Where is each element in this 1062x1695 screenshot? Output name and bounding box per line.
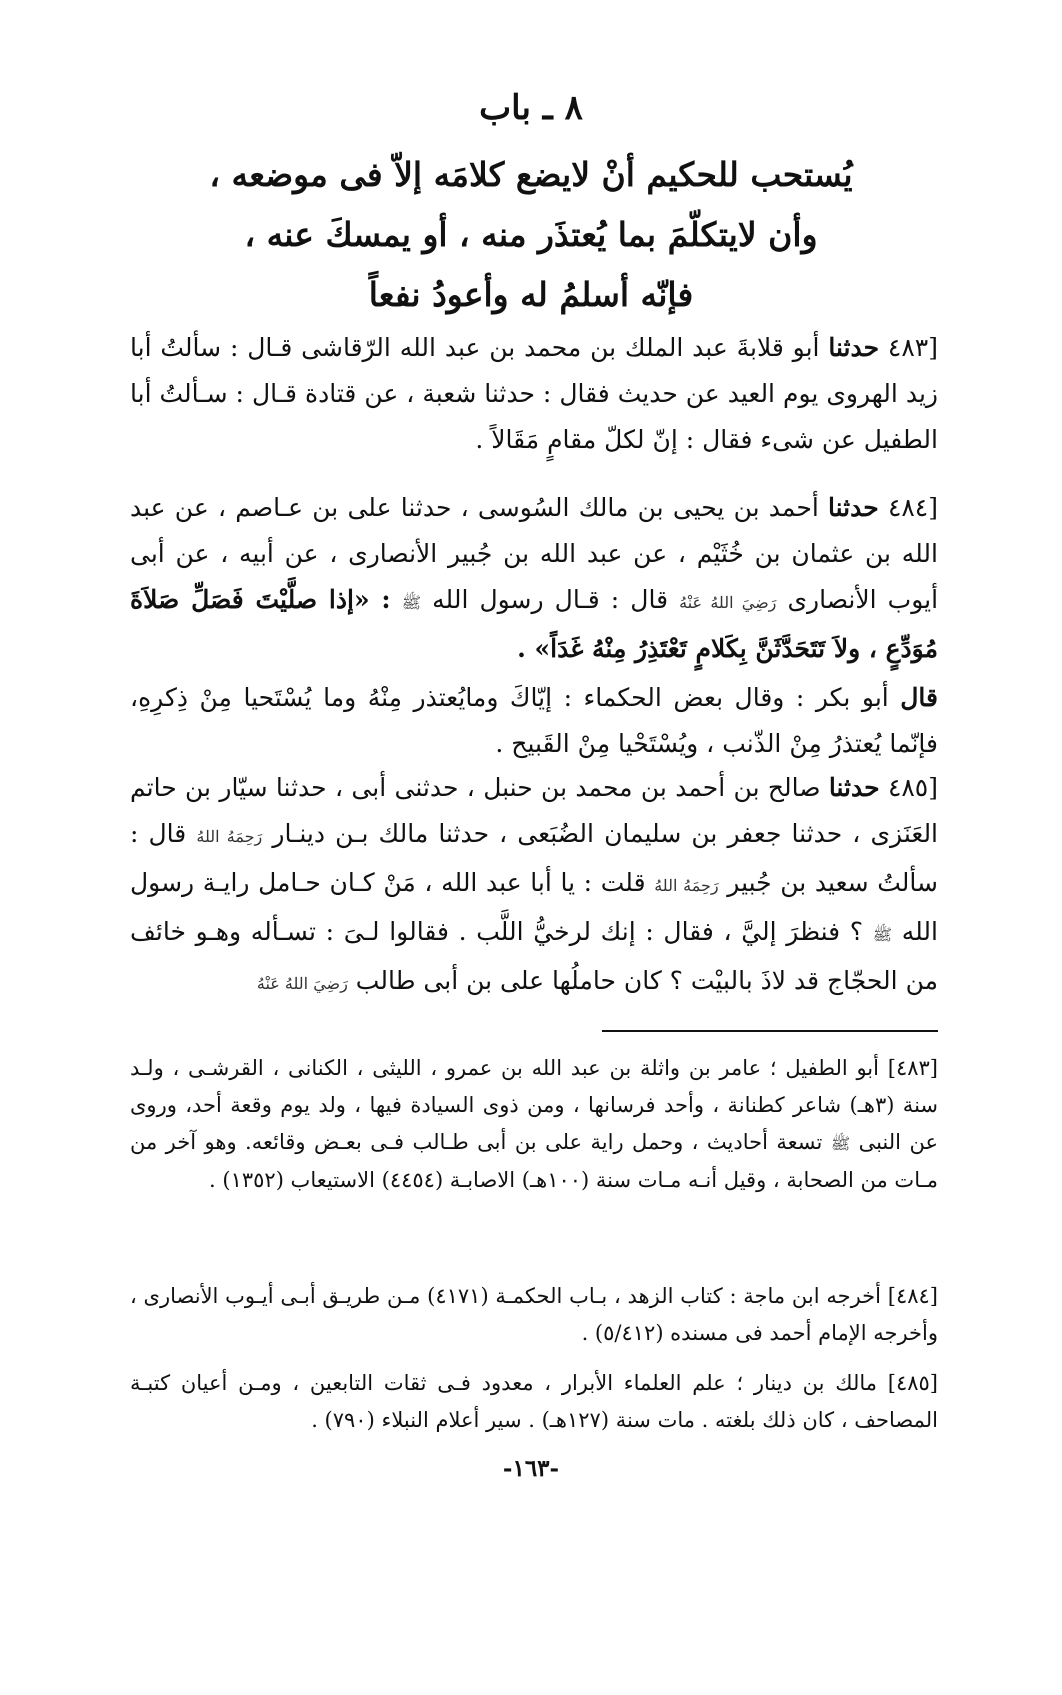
footnote-divider	[602, 1030, 938, 1032]
honorific-glyph: رَحِمَهُ اللهُ	[654, 876, 719, 895]
footnote-text-2: تسعة أحاديث ، وحمل راية على بن أبى طـالب فـى بعـض وقائعه. وهو آخر من مـات من الصحابة ، وقيل أنـه مـات سنة (١٠٠هـ) الاصابـة (٤٤٥٤) الاستيعاب (١٣٥٢) .	[130, 1130, 938, 1192]
commentary-text: أبو بكر : وقال بعض الحكماء : إيّاكَ ومايُعتذر مِنْهُ وما يُسْتَحيا مِنْ ذِكرِهِ، فإنّما يُعتذرُ مِنْ الذّنب ، ويُسْتَحْيا مِنْ القَبيح .	[130, 683, 938, 758]
footnote-text: أبو الطفيل ؛ عامر بن واثلة بن عبد الله بن عمرو ، الليثى ، الكنانى ، القرشـى ، ولـد سنة (٣هـ) شاعر كطنانة ، وأحد فرسانها ، ومن ذوى السيادة فيها ، ولد يوم وقعة أحد، وروى عن النبى	[130, 1056, 939, 1154]
chapter-heading: ٨ ـ باب	[479, 88, 583, 128]
footnote-number: [٤٨٣]	[887, 1056, 938, 1080]
hadith-number: [٤٨٥	[887, 773, 939, 802]
honorific-glyph: ﷺ	[872, 925, 893, 944]
hadith-483	[130, 325, 938, 463]
footnote-text: أخرجه ابن ماجة : كتاب الزهد ، بـاب الحكمـة (٤١٧١) مـن طريـق أبـى أيـوب الأنصارى ، وأخرجه الإمام أحمد فى مسنده (٥/٤١٢) .	[130, 1284, 938, 1345]
honorific-glyph: رَضِيَ اللهُ عَنْهُ	[256, 974, 348, 993]
footnote-484	[130, 1278, 938, 1352]
hadith-text: صالح بن أحمد بن محمد بن حنبل ، حدثنى أبى ، حدثنا سيّار بن حاتم العَنَزى ، حدثنا جعفر بن سليمان الضُبَعى ، حدثنا مالك بـن دينـار	[130, 773, 939, 848]
hadith-number: [٤٨٣	[887, 333, 938, 362]
hadith-text: أحمد بن يحيى بن مالك السُوسى ، حدثنا على بن عـاصم ، عن عبد الله بن عثمان بن خُثَيْم ، عن عبد الله بن جُبير الأنصارى ، عن أبيه ، عن أبى أيوب الأنصارى	[130, 493, 939, 614]
hadith-text-2: قال : سألتُ سعيد بن جُبير	[130, 819, 938, 897]
hadith-text-4: ؟ فنظرَ إليَّ ، فقال : إنك لرخيُّ اللَّب . فقالوا لـىَ : تسـأله وهـو خائف من الحجّاج قد لاذَ بالبيْت ؟ كان حاملُها على بن أبى طالب	[130, 917, 938, 995]
footnote-485	[130, 1365, 938, 1439]
honorific-glyph: ﷺ	[830, 1134, 851, 1153]
chapter-title-line-2: وأن لايتكلّمَ بما يُعتذَر منه ، أو يمسكَ عنه ،	[244, 215, 818, 254]
honorific-glyph: رَحِمَهُ اللهُ	[196, 827, 263, 846]
hadith-text-2: قال : قـال رسول الله	[432, 585, 669, 614]
honorific-glyph: رَضِيَ اللهُ عَنْهُ	[679, 593, 777, 612]
commentary-abu-bakr	[130, 675, 938, 767]
hadith-lead: حدثنا	[828, 333, 880, 362]
hadith-number: [٤٨٤	[887, 493, 938, 522]
hadith-text: أبو قلابةَ عبد الملك بن محمد بن عبد الله الرّقاشى قـال : سألتُ أبا زيد الهروى يوم العيد عن حديث فقال : حدثنا شعبة ، عن قتادة قـال : سـألتُ أبا الطفيل عن شىء فقال : إنّ لكلّ مقامٍ مَقَالاً .	[130, 333, 938, 454]
hadith-lead: حدثنا	[828, 773, 880, 802]
footnote-483	[130, 1050, 938, 1199]
commentary-lead: قال	[900, 683, 938, 712]
hadith-lead: حدثنا	[828, 493, 879, 522]
chapter-title-line-3: فإنّه أسلمُ له وأعودُ نفعاً	[368, 275, 694, 314]
honorific-glyph: ﷺ	[401, 593, 422, 612]
hadith-484	[130, 485, 938, 672]
chapter-title-line-1: يُستحب للحكيم أنْ لايضع كلامَه إلاّ فى موضعه ،	[209, 155, 853, 194]
hadith-text-3: قلت : يا أبا عبد الله ، مَنْ كـان حـامل رايـة رسول الله	[130, 868, 938, 946]
prophetic-quote: : «إذا صلَّيْتَ فَصَلِّ صَلاَةَ مُوَدِّعٍ ، ولاَ تَتَحَدَّثَنَّ بِكَلامٍ تَعْتَذِرُ مِنْهُ غَدَاً» .	[130, 585, 938, 663]
hadith-485	[130, 765, 938, 1007]
footnote-text: مالك بن دينار ؛ علم العلماء الأبرار ، معدود فـى ثقات التابعين ، ومـن أعيان كتبـة المصاحف ، كان ذلك بلغته . مات سنة (١٢٧هـ) . سير أعلام النبلاء (٧٩٠) .	[130, 1371, 938, 1432]
footnote-number: [٤٨٥]	[887, 1371, 938, 1395]
footnote-number: [٤٨٤]	[887, 1284, 938, 1308]
page-number: -١٦٣-	[502, 1455, 560, 1482]
